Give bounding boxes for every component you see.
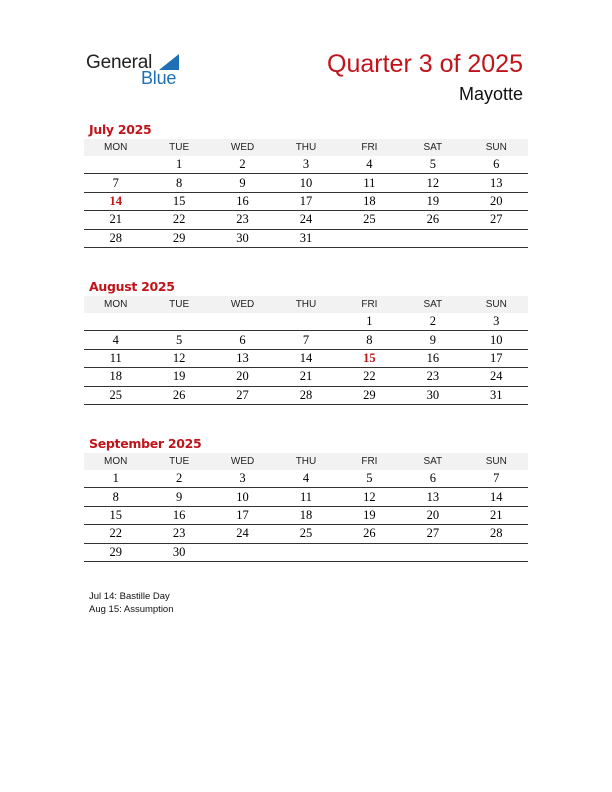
day-cell: 29	[147, 229, 210, 247]
day-cell: 7	[274, 331, 337, 349]
day-cell: 14	[465, 488, 528, 506]
day-cell: 5	[338, 470, 401, 488]
day-cell: 23	[211, 211, 274, 229]
weekday-header: SAT	[401, 453, 464, 470]
day-cell: 29	[338, 386, 401, 404]
day-cell: 19	[147, 368, 210, 386]
day-cell: 11	[274, 488, 337, 506]
week-row	[84, 156, 528, 174]
day-cell: 14	[84, 192, 147, 210]
day-cell: 28	[465, 525, 528, 543]
day-cell	[465, 543, 528, 561]
day-cell: 30	[147, 543, 210, 561]
day-cell: 19	[338, 506, 401, 524]
day-cell	[211, 313, 274, 331]
weekday-header: WED	[211, 453, 274, 470]
weekday-header: TUE	[147, 453, 210, 470]
week-row	[84, 313, 528, 331]
day-cell	[274, 313, 337, 331]
day-cell	[465, 229, 528, 247]
week-row	[84, 211, 528, 229]
weekday-header: SAT	[401, 296, 464, 313]
day-cell: 21	[84, 211, 147, 229]
week-row	[84, 543, 528, 561]
holiday-note: Aug 15: Assumption	[89, 604, 174, 615]
day-cell: 17	[465, 349, 528, 367]
day-cell: 6	[211, 331, 274, 349]
day-cell: 5	[147, 331, 210, 349]
day-cell: 30	[211, 229, 274, 247]
day-cell: 19	[401, 192, 464, 210]
page-title: Quarter 3 of 2025	[327, 50, 523, 78]
day-cell: 25	[338, 211, 401, 229]
day-cell: 23	[401, 368, 464, 386]
day-cell: 17	[274, 192, 337, 210]
day-cell: 8	[84, 488, 147, 506]
day-cell: 2	[401, 313, 464, 331]
day-cell: 14	[274, 349, 337, 367]
week-row	[84, 506, 528, 524]
day-cell: 22	[338, 368, 401, 386]
day-cell: 20	[465, 192, 528, 210]
day-cell	[147, 313, 210, 331]
week-row	[84, 525, 528, 543]
day-cell: 13	[465, 174, 528, 192]
day-cell	[211, 543, 274, 561]
day-cell: 12	[401, 174, 464, 192]
weekday-header-row	[84, 139, 528, 156]
day-cell	[84, 313, 147, 331]
day-cell: 24	[274, 211, 337, 229]
day-cell	[401, 543, 464, 561]
weekday-header: WED	[211, 139, 274, 156]
day-cell: 5	[401, 156, 464, 174]
holiday-note: Jul 14: Bastille Day	[89, 591, 170, 602]
logo-text-blue: Blue	[141, 68, 177, 88]
weekday-header-row	[84, 296, 528, 313]
day-cell: 25	[274, 525, 337, 543]
day-cell: 22	[147, 211, 210, 229]
day-cell: 30	[401, 386, 464, 404]
day-cell: 3	[465, 313, 528, 331]
weekday-header: WED	[211, 296, 274, 313]
month-title: August 2025	[89, 279, 175, 294]
day-cell: 4	[338, 156, 401, 174]
day-cell: 26	[401, 211, 464, 229]
month-september	[84, 435, 528, 562]
day-cell: 7	[465, 470, 528, 488]
day-cell: 7	[84, 174, 147, 192]
weekday-header: SUN	[465, 139, 528, 156]
day-cell: 27	[465, 211, 528, 229]
day-cell: 24	[465, 368, 528, 386]
day-cell: 1	[84, 470, 147, 488]
month-title: July 2025	[89, 122, 152, 137]
day-cell: 15	[84, 506, 147, 524]
day-cell: 18	[338, 192, 401, 210]
day-cell: 16	[147, 506, 210, 524]
day-cell: 9	[401, 331, 464, 349]
weekday-header: THU	[274, 296, 337, 313]
day-cell: 15	[338, 349, 401, 367]
day-cell: 13	[211, 349, 274, 367]
day-cell: 12	[338, 488, 401, 506]
weekday-header: TUE	[147, 139, 210, 156]
day-cell: 18	[84, 368, 147, 386]
weekday-header: THU	[274, 139, 337, 156]
day-cell: 23	[147, 525, 210, 543]
day-cell: 9	[147, 488, 210, 506]
day-cell: 22	[84, 525, 147, 543]
calendar-grid	[84, 139, 528, 248]
day-cell: 11	[84, 349, 147, 367]
day-cell	[274, 543, 337, 561]
weekday-header: MON	[84, 453, 147, 470]
month-title: September 2025	[89, 436, 202, 451]
week-row	[84, 192, 528, 210]
weekday-header: MON	[84, 139, 147, 156]
logo-text-general: General	[86, 52, 153, 73]
day-cell: 27	[401, 525, 464, 543]
day-cell: 20	[401, 506, 464, 524]
calendar-grid	[84, 453, 528, 562]
day-cell: 6	[465, 156, 528, 174]
day-cell: 26	[147, 386, 210, 404]
day-cell: 12	[147, 349, 210, 367]
day-cell: 15	[147, 192, 210, 210]
day-cell: 28	[274, 386, 337, 404]
day-cell: 4	[84, 331, 147, 349]
weekday-header: FRI	[338, 453, 401, 470]
day-cell: 10	[211, 488, 274, 506]
country-name: Mayotte	[458, 84, 523, 104]
weekday-header-row	[84, 453, 528, 470]
week-row	[84, 470, 528, 488]
day-cell: 10	[274, 174, 337, 192]
day-cell	[84, 156, 147, 174]
day-cell: 8	[338, 331, 401, 349]
weekday-header: FRI	[338, 139, 401, 156]
weekday-header: SUN	[465, 453, 528, 470]
month-august	[84, 278, 528, 405]
week-row	[84, 331, 528, 349]
day-cell: 2	[147, 470, 210, 488]
day-cell: 27	[211, 386, 274, 404]
weekday-header: SAT	[401, 139, 464, 156]
calendar-grid	[84, 296, 528, 405]
day-cell	[338, 229, 401, 247]
day-cell: 3	[274, 156, 337, 174]
day-cell: 31	[274, 229, 337, 247]
week-row	[84, 368, 528, 386]
week-row	[84, 174, 528, 192]
day-cell: 28	[84, 229, 147, 247]
day-cell: 24	[211, 525, 274, 543]
day-cell: 16	[401, 349, 464, 367]
day-cell: 9	[211, 174, 274, 192]
day-cell	[338, 543, 401, 561]
day-cell	[401, 229, 464, 247]
day-cell: 11	[338, 174, 401, 192]
week-row	[84, 349, 528, 367]
day-cell: 13	[401, 488, 464, 506]
weekday-header: MON	[84, 296, 147, 313]
week-row	[84, 386, 528, 404]
week-row	[84, 488, 528, 506]
day-cell: 10	[465, 331, 528, 349]
holiday-notes	[89, 590, 174, 616]
day-cell: 2	[211, 156, 274, 174]
day-cell: 1	[338, 313, 401, 331]
week-row	[84, 229, 528, 247]
day-cell: 8	[147, 174, 210, 192]
day-cell: 17	[211, 506, 274, 524]
weekday-header: SUN	[465, 296, 528, 313]
day-cell: 25	[84, 386, 147, 404]
day-cell: 31	[465, 386, 528, 404]
day-cell: 1	[147, 156, 210, 174]
weekday-header: FRI	[338, 296, 401, 313]
month-july	[84, 121, 528, 248]
weekday-header: THU	[274, 453, 337, 470]
day-cell: 26	[338, 525, 401, 543]
day-cell: 20	[211, 368, 274, 386]
day-cell: 3	[211, 470, 274, 488]
day-cell: 21	[465, 506, 528, 524]
day-cell: 18	[274, 506, 337, 524]
day-cell: 4	[274, 470, 337, 488]
day-cell: 21	[274, 368, 337, 386]
day-cell: 29	[84, 543, 147, 561]
generalblue-logo	[86, 52, 186, 92]
weekday-header: TUE	[147, 296, 210, 313]
day-cell: 6	[401, 470, 464, 488]
day-cell: 16	[211, 192, 274, 210]
